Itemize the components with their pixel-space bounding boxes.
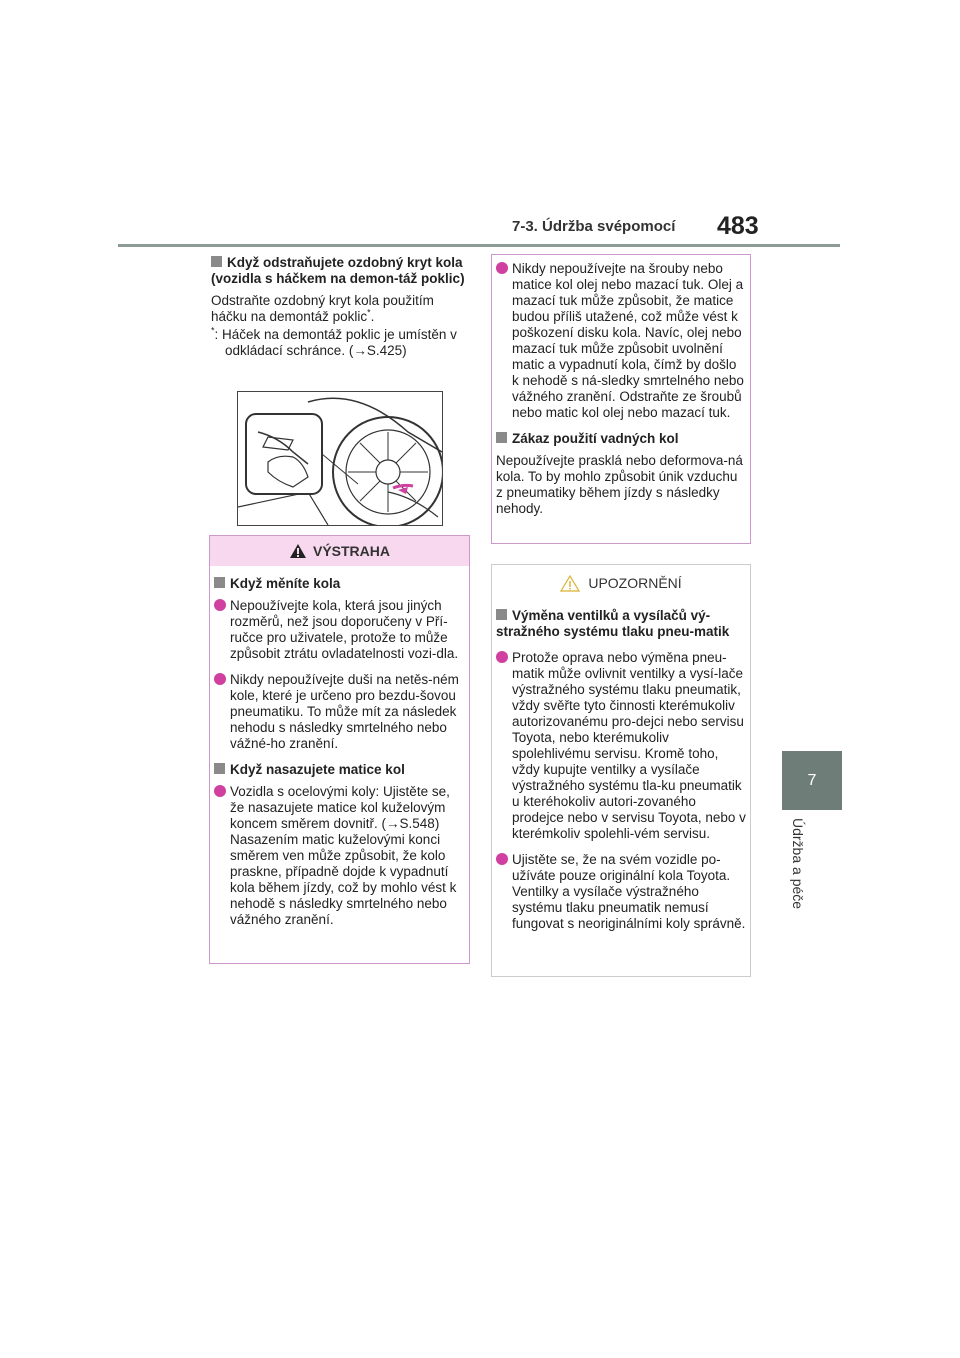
warning-item: Nikdy nepoužívejte na šrouby nebo matice kol olej nebo mazací tuk. Olej a mazací tuk může způsobit, že matice budou příliš utažené, což může vést k poškození disku kola. Navíc, olej nebo mazací tuk může způsobit uvolnění matic a vypadnutí kola, čímž by došlo k nehodě s ná-sledky smrtelného nebo vážného zranění. Odstraňte ze šroubů nebo matic kol olej nebo mazací tuk.	[496, 261, 746, 421]
warning-triangle-icon	[289, 543, 307, 559]
wheel-illustration-svg	[238, 392, 442, 525]
caution-box	[491, 564, 751, 977]
bullet-square-icon	[211, 256, 222, 267]
caution-title: UPOZORNĚNÍ	[588, 575, 682, 591]
warning-subheading: Zákaz použití vadných kol	[496, 431, 746, 447]
section-heading	[211, 255, 469, 287]
warning-item: Vozidla s ocelovými koly: Ujistěte se, že nasazujete matice kol kuželovým koncem směrem dovnitř. (→S.548) Nasazením matic kuželovými konci směrem ven může způsobit, že kolo praskne, případně dojde k vypadnutí kola během jízdy, což by mohlo vést k nehodě s následky smrtelného nebo vážného zranění.	[214, 784, 465, 928]
heading-text: Když odstraňujete ozdobný kryt kola (vozidla s háčkem na demon-táž poklic)	[211, 255, 465, 286]
chapter-tab	[782, 751, 842, 810]
bullet-dot-icon	[214, 599, 226, 611]
caution-body	[492, 598, 750, 932]
caution-header	[492, 568, 750, 598]
instruction-paragraph: Odstraňte ozdobný kryt kola použitím háčku na demontáž poklic*.	[211, 293, 434, 324]
bullet-square-icon	[214, 577, 225, 588]
bullet-dot-icon	[496, 262, 508, 274]
chapter-label: Údržba a péče	[790, 818, 806, 910]
caution-triangle-icon	[560, 575, 580, 592]
warning-title: VÝSTRAHA	[312, 543, 390, 559]
section-title: 7-3. Údržba svépomocí	[512, 218, 676, 235]
chapter-number: 7	[807, 771, 817, 789]
warning-box	[209, 535, 470, 964]
wheel-cover-illustration	[237, 391, 443, 526]
warning-header	[210, 536, 469, 566]
warning-subheading: Když nasazujete matice kol	[214, 762, 465, 778]
bullet-dot-icon	[496, 651, 508, 663]
caution-item: Protože oprava nebo výměna pneu-matik může ovlivnit ventilky a vysí-lače výstražného systému tlaku pneumatik, vždy svěřte tyto činnosti kterémukoliv autorizovanému pro-dejci nebo servisu Toyota, nebo kterémukoliv spolehlivému servisu. Kromě toho, vždy kupujte ventilky a vysílače výstražného systému tla-ku pneumatik u kteréhokoliv autori-zovaného prodejce nebo v servisu Toyota, nebo v kterémkoliv spolehli-vém servisu.	[496, 650, 746, 842]
bullet-dot-icon	[496, 853, 508, 865]
bullet-square-icon	[214, 763, 225, 774]
warning-item: Nepoužívejte kola, která jsou jiných rozměrů, než jsou doporučeny v Pří-ručce pro uživatele, protože to může způsobit ztrátu ovladatelnosti vozi-dla.	[214, 598, 465, 662]
warning-box-continued	[491, 254, 751, 544]
warning-body	[210, 566, 469, 928]
page-number: 483	[717, 212, 759, 240]
warning-subheading: Když měníte kola	[214, 576, 465, 592]
warning-body	[492, 255, 750, 517]
bullet-dot-icon	[214, 673, 226, 685]
warning-paragraph: Nepoužívejte prasklá nebo deformova-ná kola. To by mohlo způsobit únik vzduchu z pneumatiky během jízdy s následky nehody.	[496, 453, 743, 516]
caution-subheading: Výměna ventilků a vysílačů vý-stražného systému tlaku pneu-matik	[496, 608, 730, 639]
header-divider	[118, 244, 840, 247]
warning-item: Nikdy nepoužívejte duši na netěs-ném kole, které je určeno pro bezdu-šovou pneumatiku. To může mít za následek nehodu s následky smrtelného nebo vážné-ho zranění.	[214, 672, 465, 752]
bullet-dot-icon	[214, 785, 226, 797]
bullet-square-icon	[496, 609, 507, 620]
footnote: *: Háček na demontáž poklic je umístěn v odkládací schránce. (→S.425)	[211, 325, 457, 358]
bullet-square-icon	[496, 432, 507, 443]
left-column	[211, 255, 469, 359]
caution-item: Ujistěte se, že na svém vozidle po-užíváte pouze originální kola Toyota. Ventilky a vysílače výstražného systému tlaku pneumatik nemusí fungovat s neoriginálními koly správně.	[496, 852, 746, 932]
